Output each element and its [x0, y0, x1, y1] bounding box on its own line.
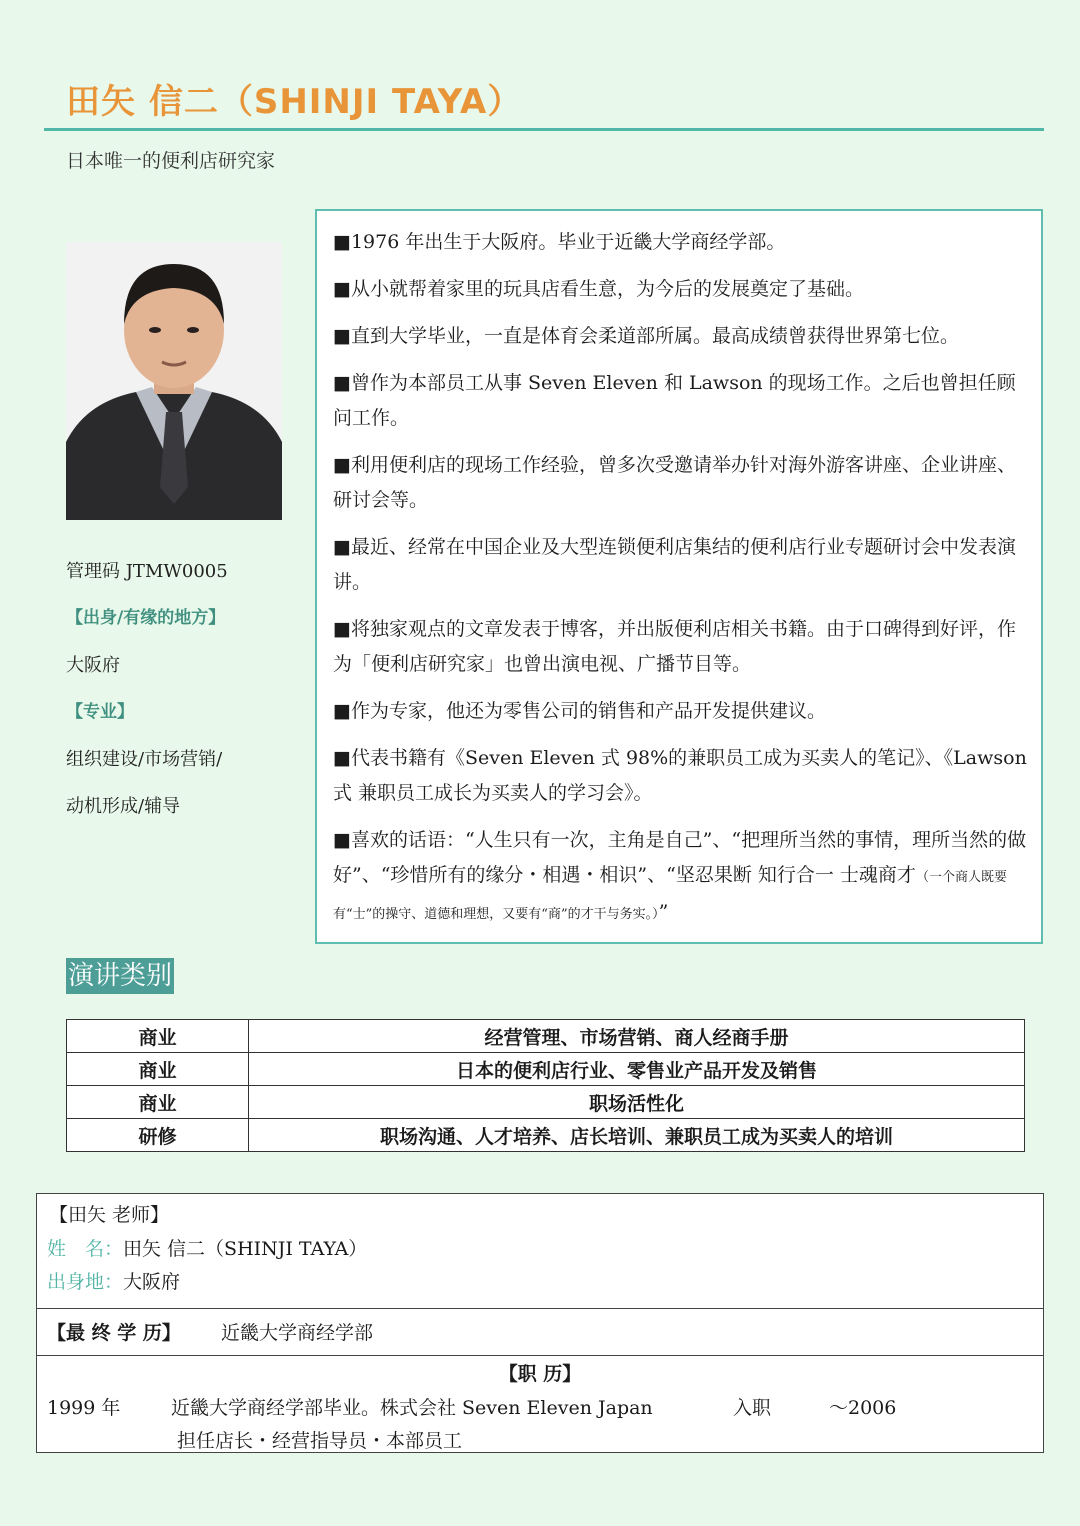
bio-item: ■从小就帮着家里的玩具店看生意，为今后的发展奠定了基础。	[333, 278, 864, 300]
career-end: ～2006	[829, 1397, 897, 1419]
table-row	[67, 1119, 1025, 1152]
name-label: 姓 名：	[47, 1238, 124, 1260]
title-divider	[44, 128, 1044, 131]
birthplace-label: 出身地：	[47, 1271, 124, 1293]
topic-category: 商业	[67, 1053, 249, 1086]
bio-item: ■将独家观点的文章发表于博客，并出版便利店相关书籍。由于口碑得到好评，作为「便利店研究家」也曾出演电视、广播节目等。	[333, 618, 1016, 675]
profile-box	[36, 1193, 1044, 1453]
page-title: 田矢 信二（SHINJI TAYA）	[66, 82, 523, 122]
bio-item: ■最近、经常在中国企业及大型连锁便利店集结的便利店行业专题研讨会中发表演讲。	[333, 536, 1016, 593]
bio-item: ■直到大学毕业，一直是体育会柔道部所属。最高成绩曾获得世界第七位。	[333, 325, 959, 347]
specialty-line-2: 动机形成/辅导	[66, 796, 181, 817]
favorite-words-text: ■喜欢的话语：“人生只有一次，主角是自己”、“把理所当然的事情，理所当然的做好”、“珍惜所有的缘分・相遇・相识”、“坚忍果断 知行合一 士魂商才	[333, 829, 1027, 886]
topics-table	[66, 1019, 1025, 1152]
bio-item: ■代表书籍有《Seven Eleven 式 98%的兼职员工成为买卖人的笔记》、《Lawson 式 兼职员工成长为买卖人的学习会》。	[333, 747, 1027, 804]
specialty-line-1: 组织建设/市场营销/	[66, 749, 223, 770]
bio-item-favorite-words	[333, 823, 1031, 932]
career-label: 【职 历】	[498, 1363, 582, 1385]
topic-description: 经营管理、市场营销、商人经商手册	[249, 1020, 1025, 1053]
profile-career-section	[37, 1355, 1043, 1454]
bio-item: ■利用便利店的现场工作经验，曾多次受邀请举办针对海外游客讲座、企业讲座、研讨会等。	[333, 454, 1016, 511]
favorite-words-end: ”	[658, 901, 669, 923]
bio-item: ■曾作为本部员工从事 Seven Eleven 和 Lawson 的现场工作。之后也曾担任顾问工作。	[333, 372, 1016, 429]
birthplace-row	[47, 1267, 180, 1294]
biography-box	[315, 209, 1043, 944]
topic-category: 研修	[67, 1119, 249, 1152]
career-role: 担任店长・经营指导员・本部员工	[177, 1430, 463, 1452]
origin-label: 【出身/有缘的地方】	[66, 608, 226, 628]
table-row	[67, 1086, 1025, 1119]
table-row	[67, 1053, 1025, 1086]
profile-education-section	[37, 1308, 1043, 1356]
favorite-words-note: （一个商人既要有“士”的操守、道德和理想，又要有“商”的才干与务实。）	[333, 870, 1007, 922]
topics-heading: 演讲类别	[66, 958, 174, 994]
teacher-heading: 【田矢 老师】	[49, 1204, 170, 1226]
topic-category: 商业	[67, 1086, 249, 1119]
profile-basic-section	[37, 1194, 1043, 1309]
specialty-label: 【专业】	[66, 702, 134, 722]
sidebar-info	[66, 560, 296, 842]
topic-description: 职场沟通、人才培养、店长培训、兼职员工成为买卖人的培训	[249, 1119, 1025, 1152]
education-value: 近畿大学商经学部	[221, 1322, 374, 1344]
portrait-photo	[66, 242, 282, 520]
birthplace-value: 大阪府	[123, 1271, 181, 1293]
management-code: 管理码 JTMW0005	[66, 561, 228, 582]
origin-value: 大阪府	[66, 655, 120, 676]
education-label: 【最 终 学 历】	[47, 1322, 181, 1344]
name-row	[47, 1234, 367, 1261]
topic-description: 职场活性化	[249, 1086, 1025, 1119]
name-value: 田矢 信二（SHINJI TAYA）	[123, 1238, 368, 1260]
career-text: 近畿大学商经学部毕业。株式会社 Seven Eleven Japan	[171, 1397, 653, 1419]
bio-item: ■1976 年出生于大阪府。毕业于近畿大学商经学部。	[333, 231, 786, 253]
bio-item: ■作为专家，他还为零售公司的销售和产品开发提供建议。	[333, 700, 826, 722]
career-year: 1999 年	[47, 1397, 121, 1419]
career-join: 入职	[733, 1397, 772, 1419]
page-subtitle: 日本唯一的便利店研究家	[66, 150, 276, 172]
portrait-illustration	[66, 242, 282, 520]
topic-category: 商业	[67, 1020, 249, 1053]
topic-description: 日本的便利店行业、零售业产品开发及销售	[249, 1053, 1025, 1086]
table-row	[67, 1020, 1025, 1053]
